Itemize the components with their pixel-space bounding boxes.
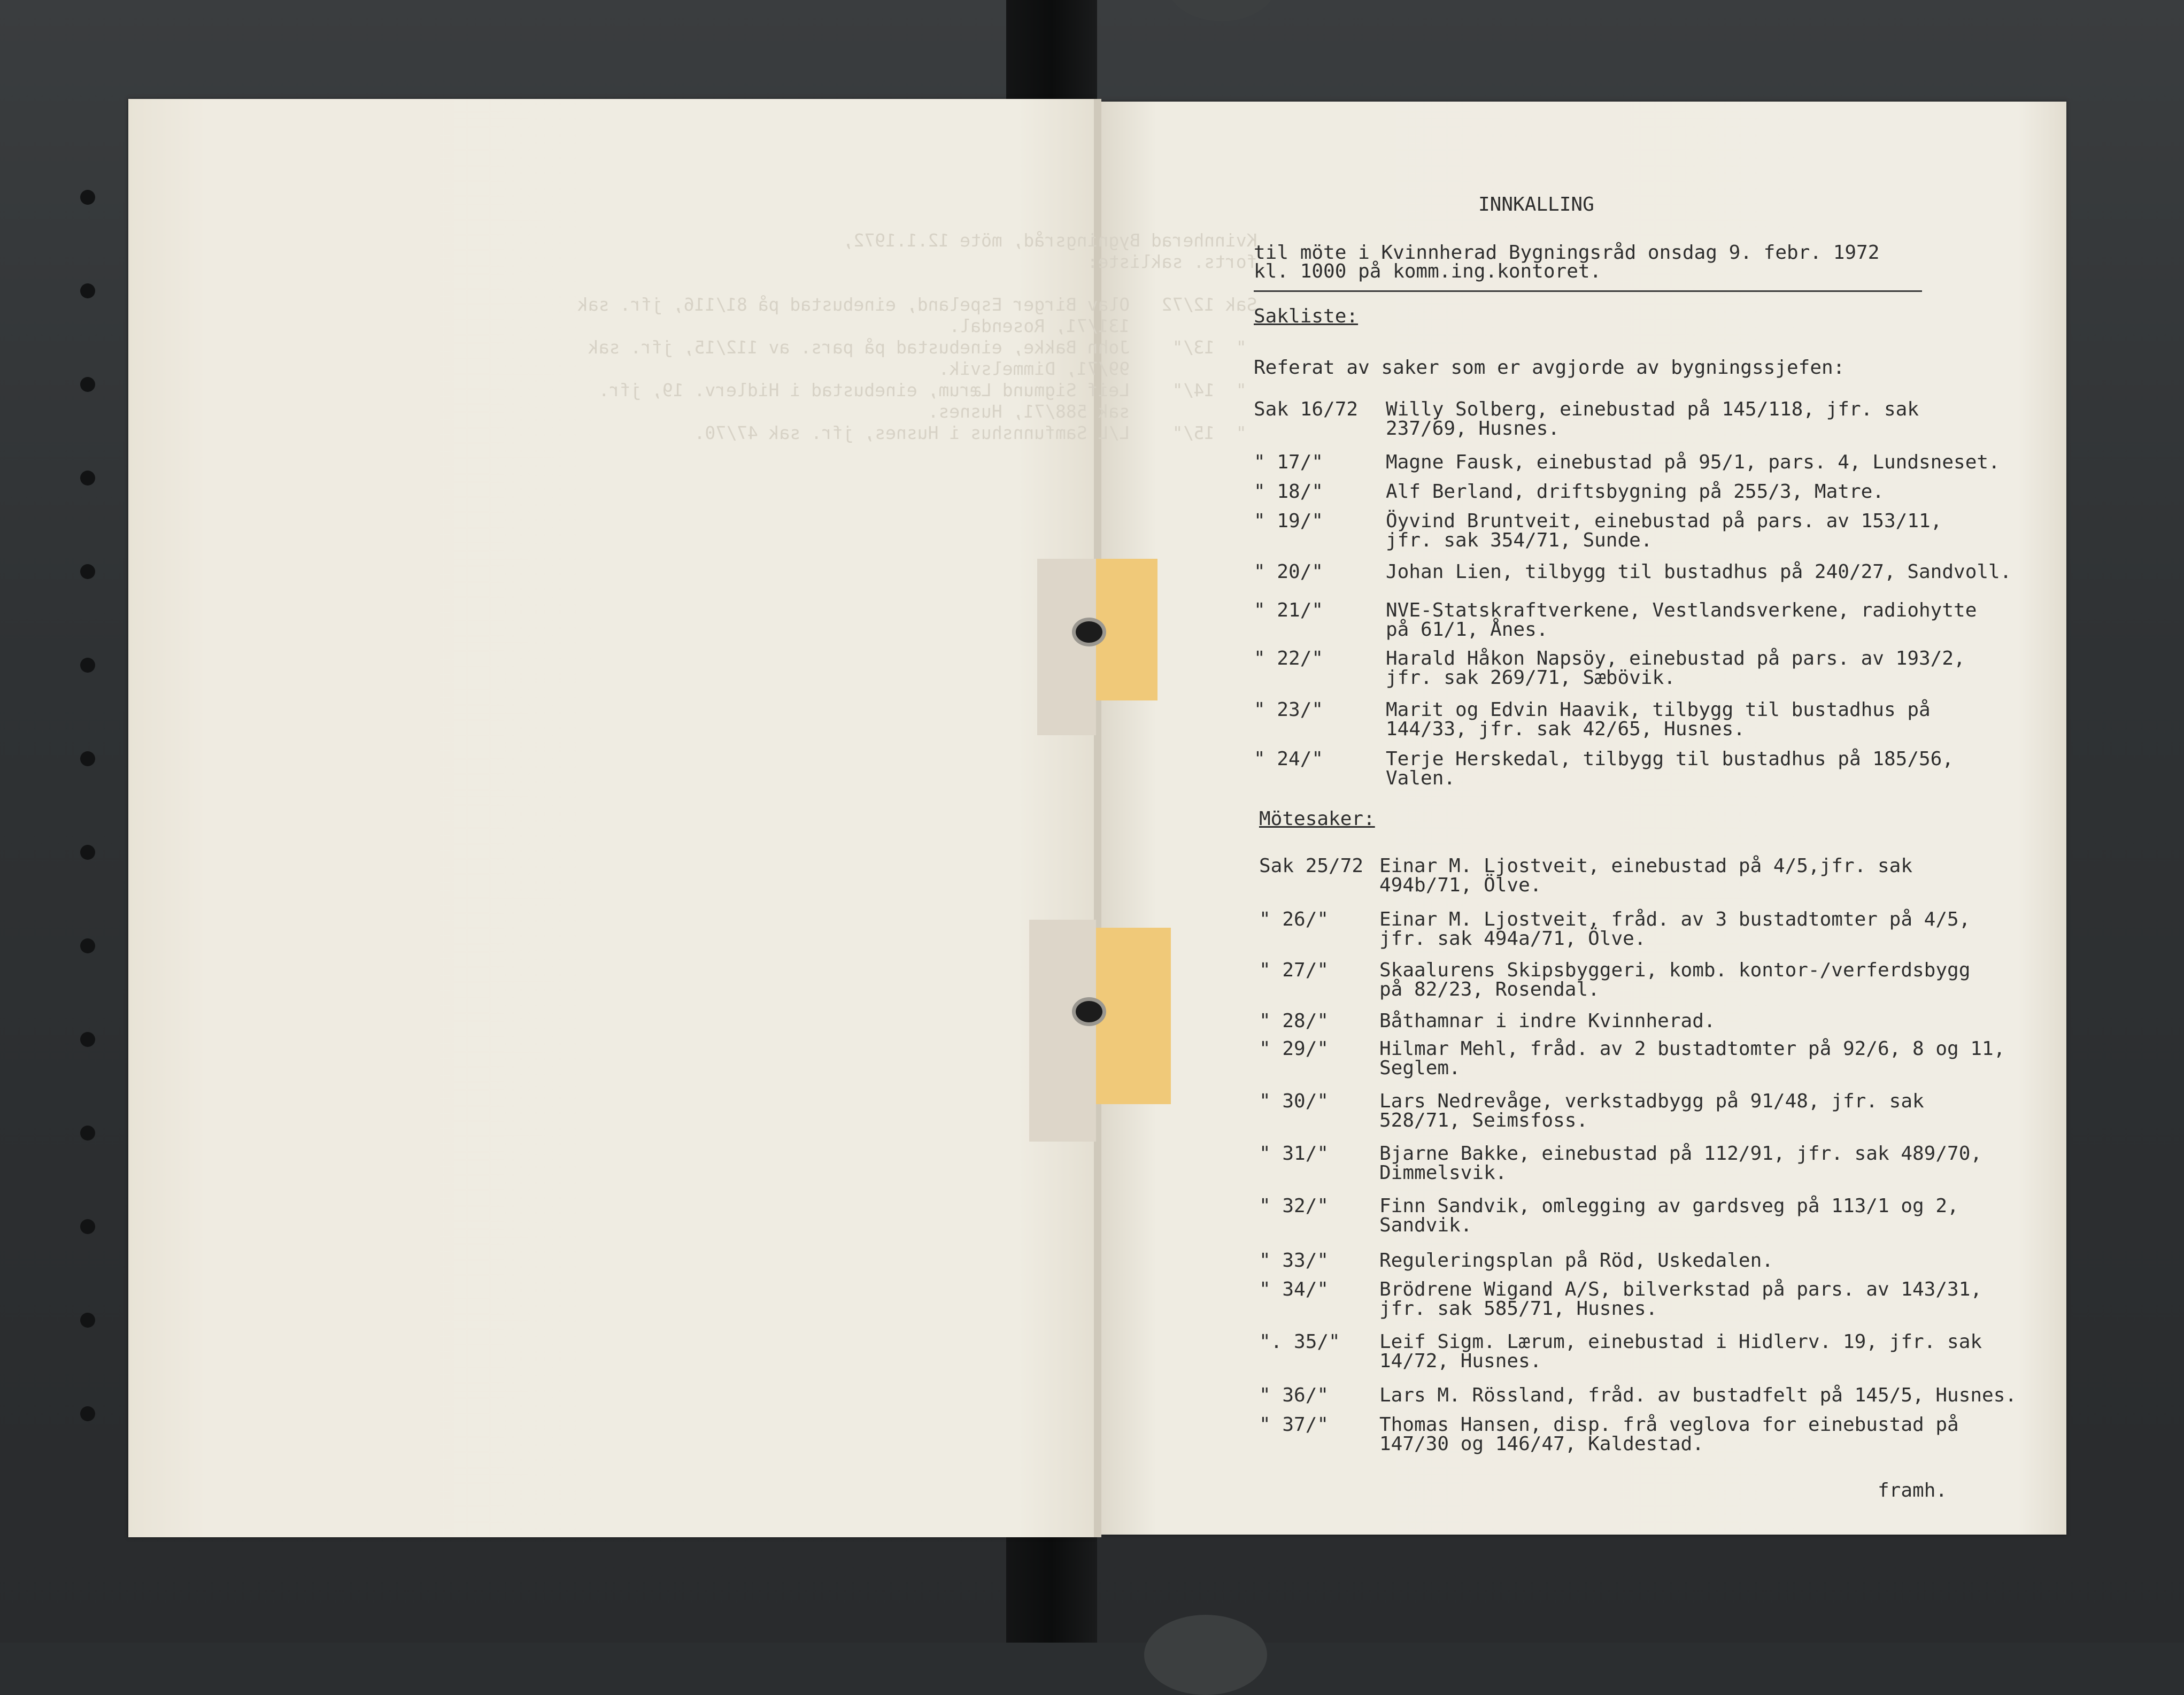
case-description: Valen. bbox=[1386, 767, 1456, 789]
case-description: 144/33, jfr. sak 42/65, Husnes. bbox=[1386, 718, 1745, 740]
case-description: Lars M. Rössland, fråd. av bustadfelt på 145/5, Husnes. bbox=[1379, 1384, 2017, 1406]
case-description: jfr. sak 269/71, Sæbövik. bbox=[1386, 667, 1676, 689]
case-description: Lars Nedrevåge, verkstadbygg på 91/48, jfr. sak bbox=[1379, 1090, 1924, 1112]
heading-rule bbox=[1254, 290, 1922, 292]
case-description: 494b/71, Ölve. bbox=[1379, 874, 1542, 896]
case-description: Bjarne Bakke, einebustad på 112/91, jfr. sak 489/70, bbox=[1379, 1143, 1982, 1165]
binding-tape bbox=[1096, 928, 1171, 1104]
case-description: Seglem. bbox=[1379, 1057, 1461, 1079]
case-number: ". 35/" bbox=[1259, 1331, 1340, 1353]
case-description: Marit og Edvin Haavik, tilbygg til bustadhus på bbox=[1386, 699, 1931, 721]
case-number: " 34/" bbox=[1259, 1278, 1329, 1300]
punch-hole bbox=[80, 283, 95, 298]
case-number: " 36/" bbox=[1259, 1384, 1329, 1406]
case-number: " 37/" bbox=[1259, 1414, 1329, 1436]
case-number: " 29/" bbox=[1259, 1038, 1329, 1060]
case-description: Einar M. Ljostveit, einebustad på 4/5,jfr. sak bbox=[1379, 855, 1912, 877]
case-description: Willy Solberg, einebustad på 145/118, jfr. sak bbox=[1386, 398, 1919, 420]
meeting-line-2: kl. 1000 på komm.ing.kontoret. bbox=[1254, 260, 1602, 282]
case-number: " 21/" bbox=[1254, 599, 1324, 621]
case-description: Öyvind Bruntveit, einebustad på pars. av 153/11, bbox=[1386, 510, 1942, 532]
punch-hole bbox=[80, 377, 95, 392]
motesaker-label: Mötesaker: bbox=[1259, 808, 1375, 830]
case-description: Einar M. Ljostveit, fråd. av 3 bustadtomter på 4/5, bbox=[1379, 908, 1971, 930]
case-description: Sandvik. bbox=[1379, 1214, 1472, 1236]
binding-tape bbox=[1029, 920, 1096, 1142]
binder-clip-bottom bbox=[1144, 1615, 1267, 1695]
case-description: Alf Berland, driftsbygning på 255/3, Matre. bbox=[1386, 481, 1884, 503]
case-description: Magne Fausk, einebustad på 95/1, pars. 4, Lundsneset. bbox=[1386, 451, 2000, 473]
case-description: jfr. sak 354/71, Sunde. bbox=[1386, 529, 1653, 551]
punch-hole bbox=[80, 471, 95, 486]
punch-hole bbox=[80, 1406, 95, 1421]
continued-note: framh. bbox=[1878, 1480, 1948, 1501]
case-description: Terje Herskedal, tilbygg til bustadhus på 185/56, bbox=[1386, 748, 1954, 770]
punch-hole bbox=[80, 751, 95, 766]
case-number: " 18/" bbox=[1254, 481, 1324, 503]
case-number: " 22/" bbox=[1254, 648, 1324, 669]
case-number: " 31/" bbox=[1259, 1143, 1329, 1165]
case-number: " 24/" bbox=[1254, 748, 1324, 770]
punch-hole bbox=[80, 1126, 95, 1141]
case-description: 237/69, Husnes. bbox=[1386, 418, 1560, 440]
punch-hole bbox=[80, 658, 95, 673]
case-description: på 61/1, Ånes. bbox=[1386, 619, 1548, 641]
binding-tape bbox=[1037, 559, 1096, 735]
sakliste-label: Sakliste: bbox=[1254, 305, 1359, 327]
punch-hole bbox=[80, 845, 95, 860]
meeting-line-1: til möte i Kvinnherad Bygningsråd onsdag 9. febr. 1972 bbox=[1254, 242, 1880, 264]
case-description: Leif Sigm. Lærum, einebustad i Hidlerv. 19, jfr. sak bbox=[1379, 1331, 1982, 1353]
case-description: Harald Håkon Napsöy, einebustad på pars. av 193/2, bbox=[1386, 648, 1965, 669]
punch-hole bbox=[80, 1313, 95, 1328]
case-description: jfr. sak 494a/71, Ölve. bbox=[1379, 928, 1646, 950]
case-number: Sak 25/72 bbox=[1259, 855, 1364, 877]
case-number: " 28/" bbox=[1259, 1010, 1329, 1032]
case-number: " 27/" bbox=[1259, 959, 1329, 981]
case-number: " 26/" bbox=[1259, 908, 1329, 930]
case-number: " 33/" bbox=[1259, 1250, 1329, 1272]
bleed-through-text: Kvinnherad Bygningsråd, möte 12.1.1972, forts. sakliste: Sak 12/72 Olav Birger Espeland, einebustad på 81/116, jfr. sak 131/71, Rosendal. " 13/" John Bakke, einebustad på pars. av 112/15, jfr. sak 99/71, Dimmelsvik. " 14/" Leif Sigmund Lærum, einebustad i Hidlerv. 19, jfr. sak 588/71, Husnes. " 15/" L/L Samfunnshus i Husnes, jfr. sak 47/70. bbox=[577, 230, 1257, 443]
staple bbox=[1072, 618, 1106, 646]
case-description: på 82/23, Rosendal. bbox=[1379, 979, 1600, 1000]
case-description: 528/71, Seimsfoss. bbox=[1379, 1110, 1588, 1131]
case-description: Skaalurens Skipsbyggeri, komb. kontor-/verferdsbygg bbox=[1379, 959, 1971, 981]
case-description: Brödrene Wigand A/S, bilverkstad på pars. av 143/31, bbox=[1379, 1278, 1982, 1300]
case-number: " 20/" bbox=[1254, 561, 1324, 583]
case-description: Dimmelsvik. bbox=[1379, 1162, 1507, 1184]
document-heading: INNKALLING bbox=[1478, 194, 1594, 215]
case-description: 14/72, Husnes. bbox=[1379, 1350, 1542, 1372]
case-number: " 19/" bbox=[1254, 510, 1324, 532]
case-description: Thomas Hansen, disp. frå veglova for einebustad på bbox=[1379, 1414, 1959, 1436]
referat-intro: Referat av saker som er avgjorde av bygningssjefen: bbox=[1254, 357, 1845, 379]
case-description: Båthamnar i indre Kvinnherad. bbox=[1379, 1010, 1716, 1032]
punch-hole bbox=[80, 938, 95, 953]
case-number: " 23/" bbox=[1254, 699, 1324, 721]
case-description: Finn Sandvik, omlegging av gardsveg på 113/1 og 2, bbox=[1379, 1195, 1959, 1217]
punch-hole bbox=[80, 564, 95, 579]
punch-hole bbox=[80, 190, 95, 205]
case-description: jfr. sak 585/71, Husnes. bbox=[1379, 1298, 1658, 1320]
punch-hole bbox=[80, 1032, 95, 1047]
case-description: NVE-Statskraftverkene, Vestlandsverkene, radiohytte bbox=[1386, 599, 1977, 621]
case-description: 147/30 og 146/47, Kaldestad. bbox=[1379, 1433, 1704, 1455]
case-number: " 30/" bbox=[1259, 1090, 1329, 1112]
case-number: " 17/" bbox=[1254, 451, 1324, 473]
case-description: Johan Lien, tilbygg til bustadhus på 240/27, Sandvoll. bbox=[1386, 561, 2012, 583]
punch-hole bbox=[80, 1219, 95, 1234]
case-number: Sak 16/72 bbox=[1254, 398, 1359, 420]
case-description: Hilmar Mehl, fråd. av 2 bustadtomter på 92/6, 8 og 11, bbox=[1379, 1038, 2005, 1060]
case-number: " 32/" bbox=[1259, 1195, 1329, 1217]
case-description: Reguleringsplan på Röd, Uskedalen. bbox=[1379, 1250, 1773, 1272]
staple bbox=[1072, 997, 1106, 1026]
